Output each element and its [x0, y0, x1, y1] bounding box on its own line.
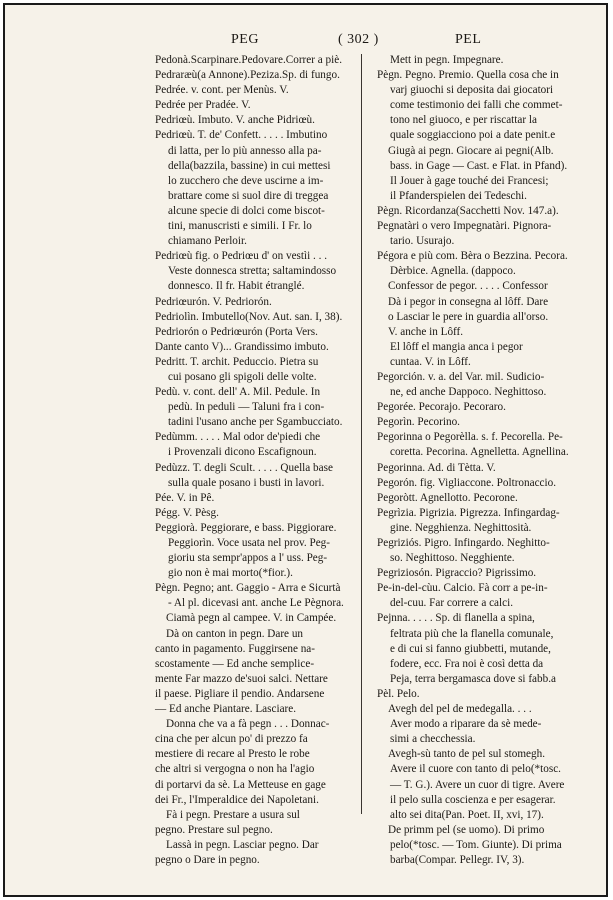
left-column-line: Pedraræù(a Annone).Peziza.Sp. di fungo. — [155, 69, 340, 82]
left-column-line: dei Fr., l'Imperaldice dei Napoletani. — [155, 793, 319, 806]
left-column-line: di latta, per lo più annesso alla pa- — [168, 144, 322, 157]
header-left-keyword: PEG — [231, 32, 259, 47]
right-column-line: Pègn. Ricordanza(Sacchetti Nov. 147.a). — [377, 204, 559, 217]
left-column-line: — Ed anche Piantare. Lasciare. — [155, 703, 297, 716]
right-column-line: Avegh-sù tanto de pel sul stomegh. — [388, 748, 546, 761]
right-column-line: gine. Negghienza. Neghittosità. — [390, 521, 532, 534]
right-column-line: El lôff el mangia anca i pegor — [390, 340, 523, 353]
left-column-line: Fà i pegn. Prestare a usura sul — [166, 808, 300, 821]
left-column-line: Pedonà.Scarpinare.Pedovare.Correr a piè. — [155, 54, 343, 66]
left-column-line: cina che per alcun po' di prezzo fa — [155, 733, 308, 746]
right-column-line: cuntaa. V. in Lôff. — [390, 355, 471, 368]
right-column-line: alto sei dita(Pan. Poet. II, xvi, 17). — [390, 808, 544, 821]
left-column-line: Pedrée. v. cont. per Menùs. V. — [155, 84, 289, 97]
right-column-line: tario. Usurajo. — [390, 235, 455, 248]
left-column-line: Pégg. V. Pèsg. — [155, 506, 219, 519]
right-column-line: Pegrìzia. Pigrizia. Pigrezza. Infingardag- — [377, 506, 560, 519]
left-column-line: della(bazzila, bassine) in cui mettesi — [168, 159, 331, 172]
left-column-line: Dante canto V)... Grandissimo imbuto. — [155, 340, 329, 353]
left-column-line: tini, manuscristi e simili. I Fr. lo — [168, 220, 312, 233]
left-column — [155, 53, 352, 868]
right-column-line: simi a checchessia. — [390, 733, 476, 746]
right-column-line: tono nel giuoco, e per riscattar la — [390, 114, 537, 127]
right-column-line: Pe-in-del-cùu. Calcio. Fà corr a pe-in- — [377, 582, 548, 595]
right-column-line: Pegorción. v. a. del Var. mil. Sudicio- — [377, 370, 545, 383]
right-column-line: e di cui si fanno giubbetti, mutande, — [390, 642, 551, 655]
left-column-line: Pedriœù. Imbuto. V. anche Pidriœù. — [155, 114, 315, 127]
left-column-line: canto in pagamento. Fuggirsene na- — [155, 642, 315, 655]
left-column-line: Pedritt. T. archit. Peduccio. Pietra su — [155, 355, 319, 368]
left-column-line: pegno. Prestare sul pegno. — [155, 823, 273, 836]
left-column-line: mestiere di recare al Presto le robe — [155, 748, 310, 761]
right-column-line: Mett in pegn. Impegnare. — [390, 54, 504, 66]
left-column-line: Pedriœù. T. de' Confett. . . . . Imbutino — [155, 129, 328, 142]
left-column-line: scostamente — Ed anche semplice- — [155, 657, 315, 670]
left-column-line: chiamano Perloir. — [168, 235, 247, 248]
left-column-line: di portarvi da sè. La Metteuse en gage — [155, 778, 326, 791]
left-column-line: pedù. In peduli — Taluni fra i con- — [168, 401, 325, 414]
right-column-line: quale soggiacciono poi a date penit.e — [390, 129, 556, 142]
right-column-line: Peja, terra bergamasca dove si fabb.a — [390, 672, 556, 685]
left-column-line: cui posano gli spigoli delle volte. — [168, 370, 317, 383]
right-column-line: Dà i pegor in consegna al lôff. Dare — [388, 295, 549, 308]
right-column-line: barba(Compar. Pellegr. IV, 3). — [390, 853, 525, 866]
right-column-line: Pegorinna. Ad. di Tètta. V. — [377, 461, 496, 474]
right-column-line: so. Neghittoso. Negghiente. — [390, 552, 515, 565]
right-column-line: Aver modo a riparare da sè mede- — [390, 718, 542, 731]
left-column-line: Dà on canton in pegn. Dare un — [166, 627, 304, 640]
right-column-line: Pèl. Pelo. — [377, 687, 420, 700]
dictionary-page — [5, 5, 606, 895]
right-column-line: il pelo sulla coscienza e per esagerar. — [390, 793, 556, 806]
right-column-line: pelo(*tosc. — Tom. Giunte). Di prima — [390, 838, 562, 851]
right-column-line: Avere il cuore con tanto di pelo(*tosc. — [390, 763, 561, 776]
right-column-line: Avegh del pel de medegalla. . . . — [388, 703, 532, 716]
right-column-line: Pégora e più com. Bèra o Bezzina. Pecora. — [377, 250, 568, 263]
column-divider — [361, 54, 362, 814]
right-column-line: il Pfanderspielen dei Tedeschi. — [390, 189, 527, 202]
right-column-line: coretta. Pecorina. Agnelletta. Agnellina. — [390, 446, 569, 459]
left-column-line: gioriu sta sempr'appos a l' uss. Peg- — [168, 552, 328, 565]
right-column-line: Pegnatàri o vero Impegnatàri. Pignora- — [377, 220, 552, 233]
right-column-line: — T. G.). Avere un cuor di tigre. Avere — [390, 778, 565, 791]
header-right-keyword: PEL — [455, 32, 482, 47]
left-column-line: pegno o Dare in pegno. — [155, 853, 260, 866]
left-column-line: Peggiorà. Peggiorare, e bass. Piggiorare. — [155, 521, 337, 534]
right-column-line: Confessor de pegor. . . . . Confessor — [388, 280, 548, 293]
left-column-line: Pedriolìn. Imbutello(Nov. Aut. san. I, 38). — [155, 310, 343, 323]
right-column-line: Pegorée. Pecorajo. Pecoraro. — [377, 401, 506, 414]
right-column-line: Giugà ai pegn. Giocare ai pegni(Alb. — [388, 144, 554, 157]
left-column-line: Pègn. Pegno; ant. Gaggio - Arra e Sicurtà — [155, 582, 341, 595]
right-column-line: feltrata più che la flanella comunale, — [390, 627, 554, 640]
right-column-line: Pegorón. fig. Vigliaccone. Poltronaccio. — [377, 476, 557, 489]
left-column-line: Pedriœurón. V. Pedriorón. — [155, 295, 272, 308]
left-column-line: Pedù. v. cont. dell' A. Mil. Pedule. In — [155, 386, 321, 399]
left-column-line: Peggiorìn. Voce usata nel prov. Peg- — [168, 537, 330, 549]
right-column — [377, 53, 577, 868]
right-column-line: Pegriziós. Pigro. Infingardo. Neghitto- — [377, 537, 550, 549]
running-header — [5, 32, 606, 52]
left-column-line: tadini l'usano anche per Sgambucciato. — [168, 416, 343, 429]
left-column-line: Pedriœù fig. o Pedriœu d' on vestìi . . . — [155, 250, 327, 263]
page-number: ( 302 ) — [338, 32, 379, 47]
right-column-line: o Lasciar le pere in guardia all'orso. — [388, 310, 549, 323]
right-column-line: Pegoròtt. Agnellotto. Pecorone. — [377, 491, 518, 504]
left-column-line: sulla quale posano i busti in lavori. — [168, 476, 325, 489]
left-column-line: Donna che va a fà pegn . . . Donnac- — [166, 718, 330, 731]
right-column-line: Pègn. Pegno. Premio. Quella cosa che in — [377, 69, 559, 82]
left-column-line: alcune specie di dolci come biscot- — [168, 204, 325, 217]
left-column-line: Pedriorón o Pedriœurón (Porta Vers. — [155, 325, 318, 338]
right-column-line: varj giuochi si deposita dai giocatori — [390, 84, 554, 97]
right-column-line: Pejnna. . . . . Sp. di flanella a spina, — [377, 612, 535, 625]
left-column-line: che altri si vergogna o non ha l'agio — [155, 763, 315, 776]
left-column-line: donnesco. Il fr. Habit étranglé. — [168, 280, 305, 293]
right-column-line: Pegriziosón. Pigraccio? Pigrissimo. — [377, 567, 537, 580]
right-column-line: ne, ed anche Dappoco. Neghittoso. — [390, 386, 547, 399]
left-column-line: - Al pl. dicevasi ant. anche Le Pègnora. — [168, 597, 344, 610]
left-column-line: Ciamà pegn al campee. V. in Campée. — [166, 612, 337, 625]
left-column-line: il paese. Pigliare il pendio. Andarsene — [155, 687, 325, 700]
right-column-line: Il Jouer à gage touché dei Francesi; — [390, 174, 549, 187]
left-column-line: Pedùmm. . . . . Mal odor de'piedi che — [155, 431, 321, 444]
left-column-line: i Provenzali dicono Escafignoun. — [168, 446, 317, 459]
left-column-line: Pée. V. in Pê. — [155, 491, 215, 504]
right-column-line: V. anche in Lôff. — [388, 325, 464, 338]
right-column-line: Pegorinna o Pegorèlla. s. f. Pecorella. Pe- — [377, 431, 563, 444]
right-column-line: come testimonio dei falli che commet- — [390, 99, 563, 112]
right-column-line: del-cuu. Far correre a calci. — [390, 597, 513, 610]
left-column-line: Veste donnesca stretta; saltamindosso — [168, 265, 337, 278]
right-column-line: bass. in Gage — Cast. e Flat. in Pfand). — [390, 159, 568, 172]
right-column-line: fodere, ecc. Fra noi è così detta da — [390, 657, 544, 670]
right-column-line: Dèrbice. Agnella. (dappoco. — [390, 265, 516, 278]
left-column-line: Pedùzz. T. degli Scult. . . . . Quella base — [155, 461, 333, 474]
left-column-line: mente Far mazzo de'suoi salci. Nettare — [155, 672, 328, 685]
left-column-line: gio non è mai morto(*fior.). — [168, 567, 293, 580]
left-column-line: Pedrée per Pradée. V. — [155, 99, 251, 112]
right-column-line: De primm pel (se uomo). Di primo — [388, 823, 545, 836]
right-column-line: Pegorìn. Pecorino. — [377, 416, 460, 429]
page-frame — [3, 3, 608, 897]
left-column-line: brattare come si suol dire di treggea — [168, 189, 329, 202]
left-column-line: lo zucchero che deve uscirne a im- — [168, 174, 324, 187]
left-column-line: Lassà in pegn. Lasciar pegno. Dar — [166, 838, 319, 851]
